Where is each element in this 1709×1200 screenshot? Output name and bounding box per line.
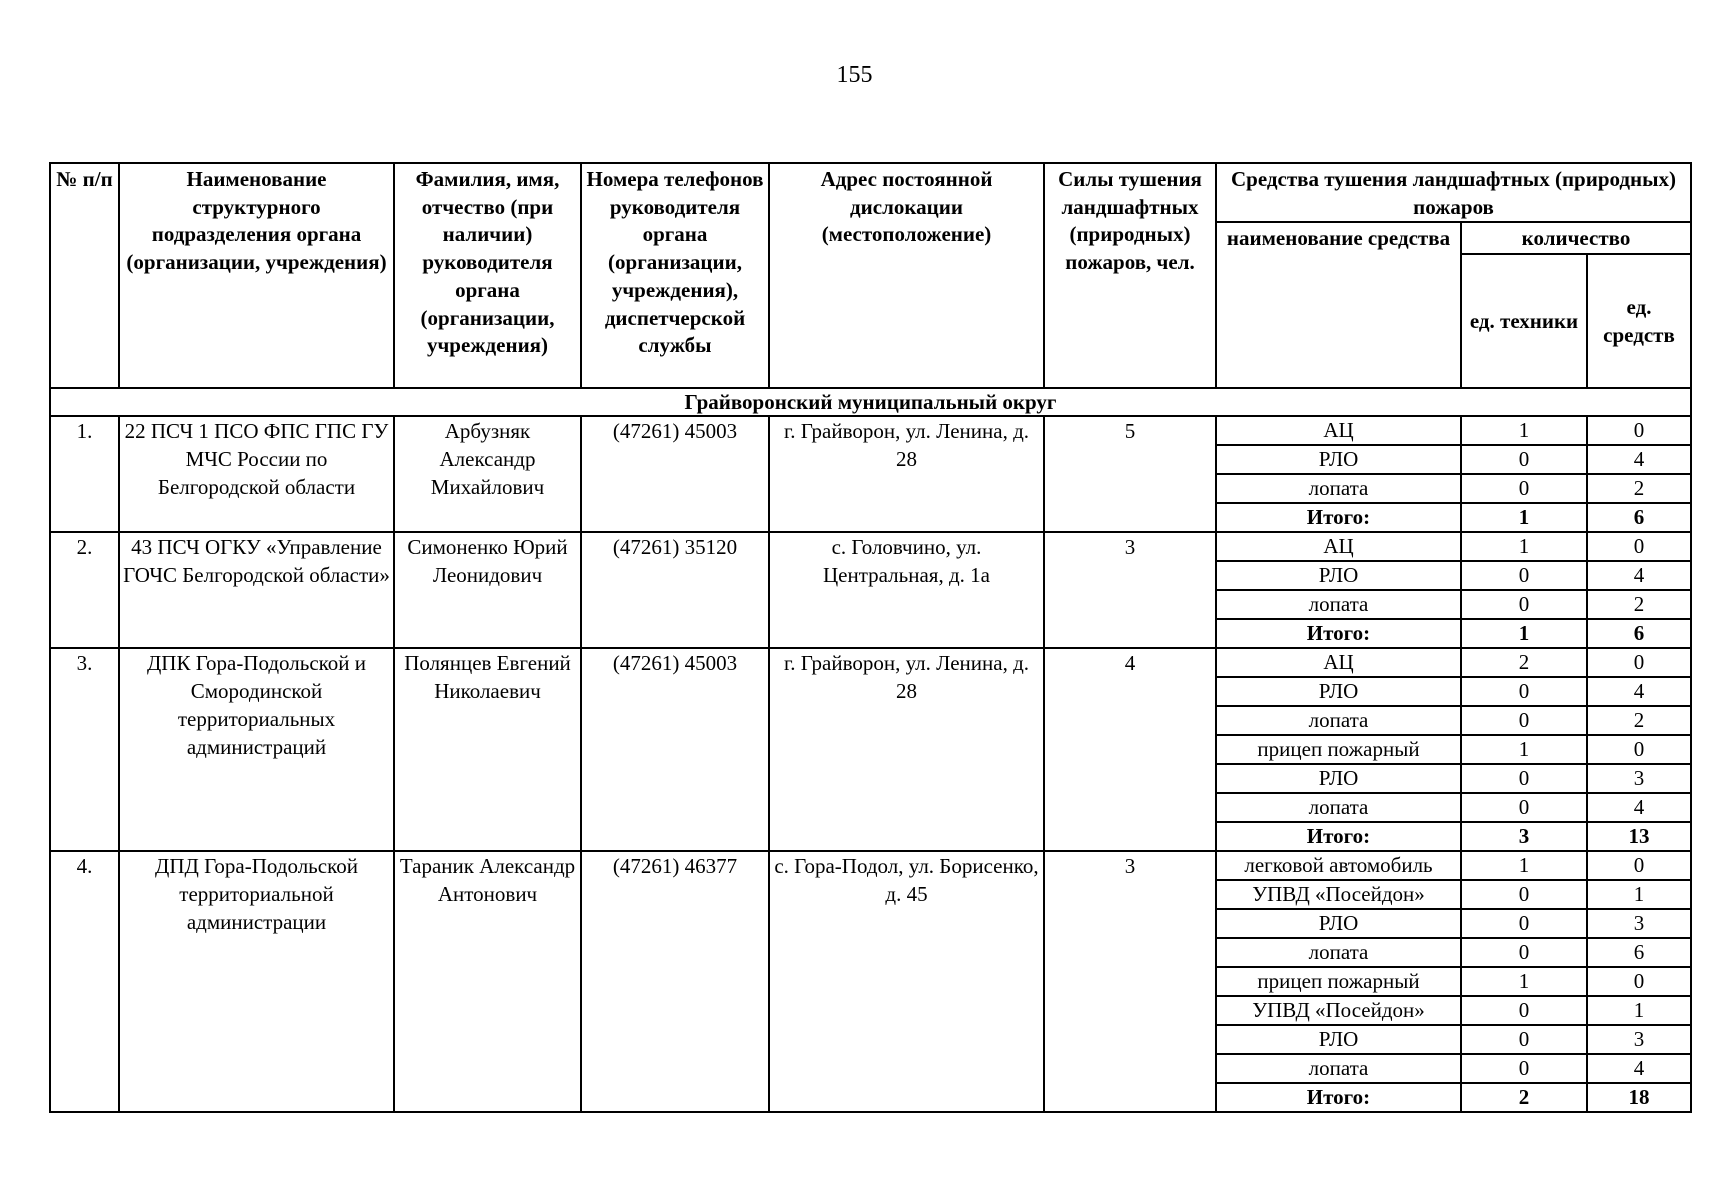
row-number: 3. [50, 648, 119, 851]
means-name: РЛО [1216, 445, 1461, 474]
head-name: Симоненко Юрий Леонидович [394, 532, 581, 648]
fire-resources-table [49, 162, 1692, 1113]
unit-name: ДПД Гора-Подольской территориальной администрации [119, 851, 394, 1112]
means-name: РЛО [1216, 677, 1461, 706]
page-number: 155 [836, 62, 873, 88]
units-means: 3 [1587, 909, 1691, 938]
address: г. Грайворон, ул. Ленина, д. 28 [769, 648, 1044, 851]
units-means: 2 [1587, 706, 1691, 735]
units-equipment: 1 [1461, 532, 1587, 561]
table-row [50, 532, 1691, 561]
header-forces: Силы тушения ландшафтных (природных) пожаров, чел. [1044, 163, 1216, 388]
head-name: Полянцев Евгений Николаевич [394, 648, 581, 851]
units-means: 1 [1587, 996, 1691, 1025]
units-means: 4 [1587, 677, 1691, 706]
forces-count: 5 [1044, 416, 1216, 532]
units-equipment: 0 [1461, 590, 1587, 619]
header-phones: Номера телефонов руководителя органа (организации, учреждения), диспетчерской службы [581, 163, 769, 388]
means-name: РЛО [1216, 764, 1461, 793]
means-name: АЦ [1216, 532, 1461, 561]
units-means: 0 [1587, 648, 1691, 677]
address: с. Головчино, ул. Центральная, д. 1а [769, 532, 1044, 648]
units-equipment: 0 [1461, 561, 1587, 590]
units-means: 0 [1587, 967, 1691, 996]
means-name: лопата [1216, 938, 1461, 967]
units-equipment: 0 [1461, 996, 1587, 1025]
units-equipment: 0 [1461, 706, 1587, 735]
units-means: 6 [1587, 938, 1691, 967]
header-address: Адрес постоянной дислокации (местоположение) [769, 163, 1044, 388]
units-means: 13 [1587, 822, 1691, 851]
units-equipment: 0 [1461, 677, 1587, 706]
table-row [50, 851, 1691, 880]
means-name: прицеп пожарный [1216, 735, 1461, 764]
units-equipment: 2 [1461, 648, 1587, 677]
units-means: 0 [1587, 532, 1691, 561]
units-equipment: 1 [1461, 619, 1587, 648]
means-name: Итого: [1216, 503, 1461, 532]
means-name: Итого: [1216, 619, 1461, 648]
units-means: 0 [1587, 735, 1691, 764]
header-means-name: наименование средства [1216, 222, 1461, 388]
means-name: прицеп пожарный [1216, 967, 1461, 996]
address: с. Гора-Подол, ул. Борисенко, д. 45 [769, 851, 1044, 1112]
units-equipment: 0 [1461, 445, 1587, 474]
header-num: № п/п [50, 163, 119, 388]
unit-name: ДПК Гора-Подольской и Смородинской территориальных администраций [119, 648, 394, 851]
units-equipment: 0 [1461, 793, 1587, 822]
means-name: АЦ [1216, 416, 1461, 445]
units-equipment: 0 [1461, 474, 1587, 503]
phone-number: (47261) 35120 [581, 532, 769, 648]
units-equipment: 0 [1461, 1054, 1587, 1083]
address: г. Грайворон, ул. Ленина, д. 28 [769, 416, 1044, 532]
units-means: 6 [1587, 619, 1691, 648]
units-means: 1 [1587, 880, 1691, 909]
units-equipment: 1 [1461, 967, 1587, 996]
units-equipment: 0 [1461, 880, 1587, 909]
units-means: 6 [1587, 503, 1691, 532]
phone-number: (47261) 46377 [581, 851, 769, 1112]
means-name: лопата [1216, 706, 1461, 735]
header-units-means: ед. средств [1587, 254, 1691, 388]
table-body [50, 388, 1691, 1112]
units-equipment: 1 [1461, 416, 1587, 445]
forces-count: 3 [1044, 532, 1216, 648]
units-equipment: 3 [1461, 822, 1587, 851]
units-equipment: 1 [1461, 735, 1587, 764]
head-name: Тараник Александр Антонович [394, 851, 581, 1112]
units-equipment: 0 [1461, 764, 1587, 793]
units-means: 0 [1587, 416, 1691, 445]
means-name: легковой автомобиль [1216, 851, 1461, 880]
forces-count: 4 [1044, 648, 1216, 851]
row-number: 2. [50, 532, 119, 648]
row-number: 1. [50, 416, 119, 532]
header-means: Средства тушения ландшафтных (природных) пожаров [1216, 163, 1691, 222]
units-means: 3 [1587, 1025, 1691, 1054]
forces-count: 3 [1044, 851, 1216, 1112]
units-means: 4 [1587, 1054, 1691, 1083]
means-name: Итого: [1216, 1083, 1461, 1112]
means-name: лопата [1216, 590, 1461, 619]
phone-number: (47261) 45003 [581, 416, 769, 532]
units-means: 18 [1587, 1083, 1691, 1112]
units-equipment: 0 [1461, 909, 1587, 938]
header-unit-name: Наименование структурного подразделения органа (организации, учреждения) [119, 163, 394, 388]
unit-name: 22 ПСЧ 1 ПСО ФПС ГПС ГУ МЧС России по Белгородской области [119, 416, 394, 532]
head-name: Арбузняк Александр Михайлович [394, 416, 581, 532]
units-equipment: 1 [1461, 851, 1587, 880]
means-name: Итого: [1216, 822, 1461, 851]
units-equipment: 2 [1461, 1083, 1587, 1112]
means-name: РЛО [1216, 909, 1461, 938]
units-means: 2 [1587, 590, 1691, 619]
units-means: 2 [1587, 474, 1691, 503]
means-name: лопата [1216, 1054, 1461, 1083]
units-equipment: 1 [1461, 503, 1587, 532]
table-row [50, 648, 1691, 677]
header-units-equipment: ед. техники [1461, 254, 1587, 388]
header-quantity: количество [1461, 222, 1691, 254]
table-row [50, 416, 1691, 445]
means-name: УПВД «Посейдон» [1216, 880, 1461, 909]
header-head-name: Фамилия, имя, отчество (при наличии) руководителя органа (организации, учреждения) [394, 163, 581, 388]
units-equipment: 0 [1461, 1025, 1587, 1054]
means-name: АЦ [1216, 648, 1461, 677]
units-means: 3 [1587, 764, 1691, 793]
means-name: РЛО [1216, 561, 1461, 590]
units-means: 4 [1587, 561, 1691, 590]
units-means: 4 [1587, 793, 1691, 822]
district-heading: Грайворонский муниципальный округ [50, 388, 1691, 416]
unit-name: 43 ПСЧ ОГКУ «Управление ГОЧС Белгородской области» [119, 532, 394, 648]
units-means: 4 [1587, 445, 1691, 474]
means-name: лопата [1216, 474, 1461, 503]
units-means: 0 [1587, 851, 1691, 880]
row-number: 4. [50, 851, 119, 1112]
means-name: РЛО [1216, 1025, 1461, 1054]
phone-number: (47261) 45003 [581, 648, 769, 851]
means-name: лопата [1216, 793, 1461, 822]
means-name: УПВД «Посейдон» [1216, 996, 1461, 1025]
units-equipment: 0 [1461, 938, 1587, 967]
table-header [50, 163, 1691, 388]
